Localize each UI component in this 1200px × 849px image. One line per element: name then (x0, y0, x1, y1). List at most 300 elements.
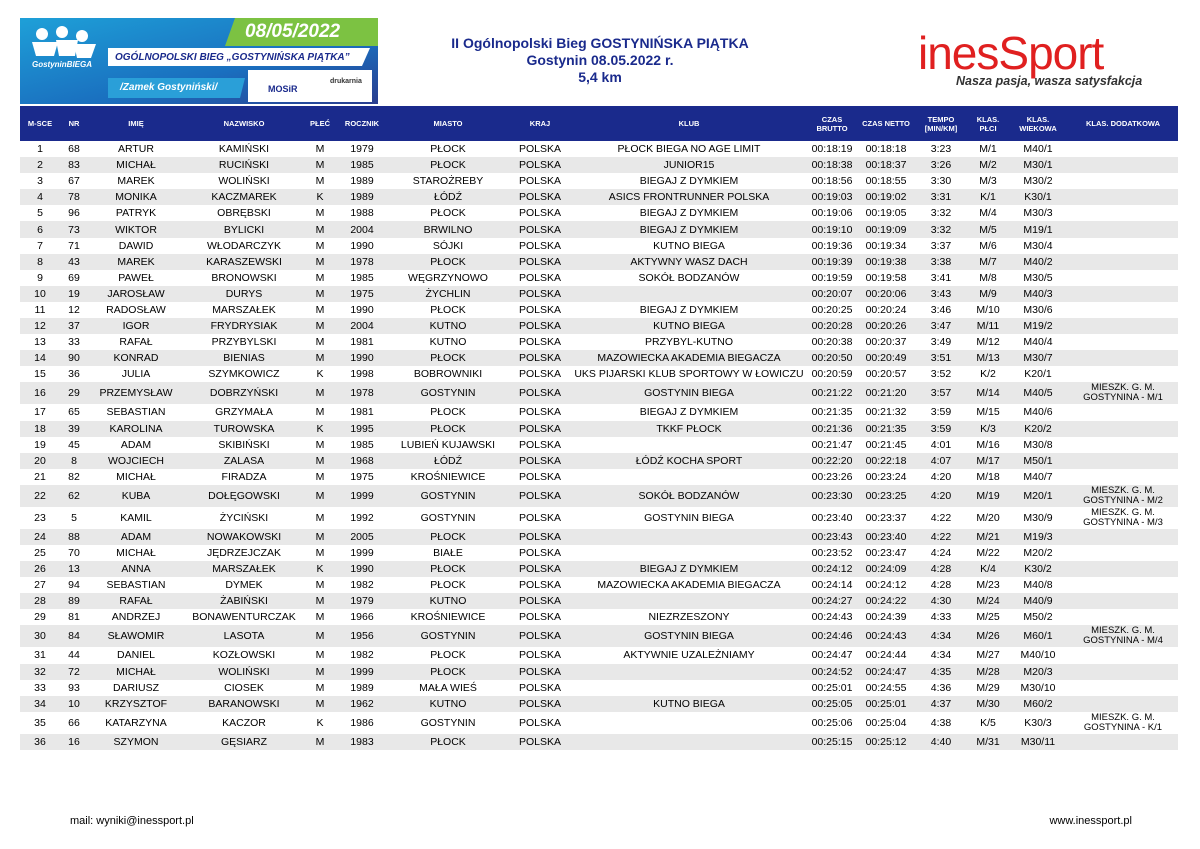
table-cell: 5 (71, 511, 77, 524)
table-cell: ŁÓDŹ KOCHA SPORT (635, 454, 743, 467)
table-cell: K (316, 368, 324, 381)
table-cell: 1981 (350, 336, 374, 349)
table-cell: M (315, 630, 325, 643)
table-cell: POLSKA (518, 207, 562, 220)
table-cell: BRONOWSKI (211, 271, 277, 284)
table-cell: SZYMKOWICZ (208, 368, 280, 381)
table-cell: M (315, 287, 325, 300)
table-cell: 88 (68, 530, 80, 543)
table-cell: M (315, 579, 325, 592)
table-cell: 00:23:47 (865, 547, 907, 560)
table-cell: 3:49 (930, 336, 952, 349)
table-cell: POLSKA (518, 470, 562, 483)
table-cell: 00:20:37 (865, 336, 907, 349)
table-cell: 00:21:22 (811, 387, 853, 400)
table-cell: 00:20:25 (811, 303, 853, 316)
table-cell: GOSTYNIN (420, 716, 476, 729)
table-cell: M50/2 (1023, 611, 1053, 624)
table-cell: K30/2 (1024, 563, 1052, 576)
table-cell: POLSKA (518, 630, 562, 643)
table-cell: 00:20:57 (865, 368, 907, 381)
table-cell: 94 (68, 579, 80, 592)
table-cell: POLSKA (518, 665, 562, 678)
table-cell: 00:24:52 (811, 665, 853, 678)
table-cell: 00:18:19 (811, 143, 853, 156)
table-cell: 1986 (350, 716, 374, 729)
table-cell: K (316, 716, 324, 729)
table-cell: 00:25:06 (811, 716, 853, 729)
table-cell: M30/9 (1023, 511, 1053, 524)
table-cell (1068, 157, 1178, 173)
results-header-row (20, 106, 1178, 141)
table-cell: 00:19:36 (811, 239, 853, 252)
table-cell: 4:30 (930, 595, 952, 608)
table-cell (1068, 453, 1178, 469)
table-cell: SKIBIŃSKI (218, 438, 270, 451)
table-cell: 4:07 (930, 454, 952, 467)
table-cell: 13 (68, 563, 80, 576)
table-cell: M30/5 (1023, 271, 1053, 284)
table-cell: BIEGAJ Z DYMKIEM (639, 303, 739, 316)
table-cell: M/22 (976, 547, 1000, 560)
table-cell: 4 (37, 191, 43, 204)
table-cell (1068, 238, 1178, 254)
table-cell: MIESZK. G. M. GOSTYNINA - M/3 (1083, 506, 1163, 528)
table-cell: 3:57 (930, 387, 952, 400)
table-cell: 4:33 (930, 611, 952, 624)
table-cell (1068, 421, 1178, 437)
table-cell: 78 (68, 191, 80, 204)
table-cell: M20/3 (1023, 665, 1053, 678)
table-cell: 00:19:05 (865, 207, 907, 220)
table-cell: 28 (34, 595, 46, 608)
table-cell (1068, 647, 1178, 663)
table-cell: M (315, 143, 325, 156)
table-cell (1068, 334, 1178, 350)
table-row (20, 205, 1178, 221)
table-row (20, 485, 1178, 507)
table-cell: 35 (34, 716, 46, 729)
table-cell: 00:25:01 (811, 681, 853, 694)
column-header: PŁEĆ (309, 119, 330, 128)
table-cell: 1968 (350, 454, 374, 467)
table-cell: 00:20:38 (811, 336, 853, 349)
column-header: M-SCE (27, 119, 53, 128)
table-cell: MAZOWIECKA AKADEMIA BIEGACZA (597, 579, 781, 592)
inessport-brand: inesSport (918, 27, 1104, 79)
table-cell: SŁAWOMIR (107, 630, 165, 643)
table-cell: PŁOCK (430, 352, 466, 365)
table-cell: 27 (34, 579, 46, 592)
table-cell: 82 (68, 470, 80, 483)
table-cell: 4:22 (930, 511, 952, 524)
table-cell: POLSKA (518, 287, 562, 300)
table-cell: M (315, 175, 325, 188)
table-cell: 00:22:20 (811, 454, 853, 467)
table-cell: 30 (34, 630, 46, 643)
table-cell: M40/8 (1023, 579, 1053, 592)
table-cell: 45 (68, 438, 80, 451)
table-cell: POLSKA (518, 530, 562, 543)
table-cell: 83 (68, 159, 80, 172)
table-cell: JAROSŁAW (107, 287, 165, 300)
table-cell: 1999 (350, 489, 374, 502)
table-cell: 00:19:59 (811, 271, 853, 284)
page-title-block (385, 35, 815, 86)
table-cell: 1990 (350, 239, 374, 252)
table-cell (1068, 270, 1178, 286)
table-cell: M/13 (976, 352, 1000, 365)
table-cell: AKTYWNY WASZ DACH (630, 255, 748, 268)
banner-logo-text: GostyninBIEGA (32, 60, 93, 69)
table-cell: 1990 (350, 352, 374, 365)
column-header: KRAJ (529, 119, 551, 128)
table-row (20, 270, 1178, 286)
table-row (20, 173, 1178, 189)
table-cell: M/24 (976, 595, 1000, 608)
table-cell: 4:34 (930, 630, 952, 643)
table-cell: POLSKA (518, 681, 562, 694)
table-cell: 00:21:36 (811, 422, 853, 435)
banner-venue: /Zamek Gostyniński/ (120, 82, 218, 93)
table-row (20, 437, 1178, 453)
table-cell: BIEGAJ Z DYMKIEM (639, 406, 739, 419)
table-cell: MARSZAŁEK (212, 563, 276, 576)
table-cell: 00:19:58 (865, 271, 907, 284)
table-cell: KUTNO (429, 595, 467, 608)
table-cell: GOSTYNIN (420, 387, 476, 400)
table-cell: M (315, 159, 325, 172)
table-cell: M (315, 681, 325, 694)
table-cell: 4:36 (930, 681, 952, 694)
table-row (20, 664, 1178, 680)
table-cell: BIEGAJ Z DYMKIEM (639, 223, 739, 236)
table-cell: 1966 (350, 611, 374, 624)
table-cell: 33 (34, 681, 46, 694)
table-cell: POLSKA (518, 303, 562, 316)
table-cell: KUTNO BIEGA (653, 320, 725, 333)
table-cell: 5 (37, 207, 43, 220)
table-cell: 73 (68, 223, 80, 236)
table-cell: 3:26 (930, 159, 952, 172)
table-cell: 9 (37, 271, 43, 284)
table-cell: M60/2 (1023, 697, 1053, 710)
table-cell: MIESZK. G. M. GOSTYNINA - M/1 (1083, 382, 1163, 404)
table-row (20, 529, 1178, 545)
table-cell: M40/4 (1023, 336, 1053, 349)
table-cell: K30/3 (1024, 716, 1052, 729)
column-header: ROCZNIK (344, 119, 380, 128)
table-cell: 33 (68, 336, 80, 349)
table-cell (572, 529, 806, 545)
table-row (20, 302, 1178, 318)
table-cell: POLSKA (518, 579, 562, 592)
table-cell: 00:19:03 (811, 191, 853, 204)
table-cell: M (315, 611, 325, 624)
table-cell: 00:22:18 (865, 454, 907, 467)
table-cell: POLSKA (518, 175, 562, 188)
table-cell: M (315, 735, 325, 748)
table-cell: POLSKA (518, 406, 562, 419)
table-cell: MIESZK. G. M. GOSTYNINA - K/1 (1083, 711, 1163, 733)
table-cell: 18 (34, 422, 46, 435)
table-cell: KACZOR (222, 716, 266, 729)
table-cell: KACZMAREK (211, 191, 277, 204)
table-cell: 29 (68, 387, 80, 400)
table-cell: M (315, 595, 325, 608)
table-cell: MAZOWIECKA AKADEMIA BIEGACZA (597, 352, 781, 365)
table-cell: 10 (68, 697, 80, 710)
table-cell: POLSKA (518, 239, 562, 252)
table-cell: M (315, 697, 325, 710)
table-cell: PRZYBYLSKI (211, 336, 277, 349)
table-cell: MIESZK. G. M. GOSTYNINA - M/2 (1083, 484, 1163, 506)
table-cell: PRZEMYSŁAW (99, 387, 173, 400)
table-cell: M/17 (976, 454, 1000, 467)
table-cell: 00:24:47 (865, 665, 907, 678)
table-cell: PAWEŁ (118, 271, 154, 284)
table-cell: 43 (68, 255, 80, 268)
table-cell: TUROWSKA (213, 422, 275, 435)
column-header: KLAS. PŁCI (976, 114, 1000, 133)
table-cell: M/9 (979, 287, 997, 300)
table-cell: M/15 (976, 406, 1000, 419)
table-row (20, 238, 1178, 254)
table-cell: M/8 (979, 271, 997, 284)
table-cell: 1981 (350, 406, 374, 419)
table-cell: 00:20:26 (865, 320, 907, 333)
table-cell (1068, 318, 1178, 334)
column-header: KLAS. DODATKOWA (1085, 119, 1161, 128)
table-cell: 62 (68, 489, 80, 502)
table-cell (572, 664, 806, 680)
table-cell: 00:25:15 (811, 735, 853, 748)
table-cell: 81 (68, 611, 80, 624)
table-cell: UKS PIJARSKI KLUB SPORTOWY W ŁOWICZU (574, 368, 804, 381)
table-cell: 21 (34, 470, 46, 483)
table-cell: POLSKA (518, 611, 562, 624)
table-cell: PŁOCK (430, 143, 466, 156)
table-cell: MICHAŁ (116, 547, 156, 560)
table-cell: NOWAKOWSKI (206, 530, 282, 543)
table-cell: 00:24:55 (865, 681, 907, 694)
table-cell: SEBASTIAN (106, 579, 166, 592)
table-cell: GRZYMAŁA (215, 406, 273, 419)
table-cell: 1989 (350, 191, 374, 204)
table-cell: 1978 (350, 255, 374, 268)
table-cell: 00:24:14 (811, 579, 853, 592)
table-cell: K/4 (980, 563, 996, 576)
table-cell: PŁOCK (430, 649, 466, 662)
table-cell: 00:24:09 (865, 563, 907, 576)
table-cell: M/5 (979, 223, 997, 236)
table-cell: MIESZK. G. M. GOSTYNINA - M/4 (1083, 625, 1163, 647)
table-cell: POLSKA (518, 255, 562, 268)
table-cell: GĘSIARZ (220, 735, 268, 748)
table-cell: 1995 (350, 422, 374, 435)
table-cell: 1989 (350, 681, 374, 694)
column-header: KLAS. WIEKOWA (1019, 114, 1057, 133)
table-cell: PŁOCK (430, 303, 466, 316)
banner-event-line: OGÓLNOPOLSKI BIEG „GOSTYNIŃSKA PIĄTKA” (115, 52, 350, 63)
table-cell: M (315, 530, 325, 543)
table-cell: M40/2 (1023, 255, 1053, 268)
table-cell: M/7 (979, 255, 997, 268)
table-cell (1068, 254, 1178, 270)
table-cell: M30/7 (1023, 352, 1053, 365)
table-cell: LUBIEŃ KUJAWSKI (400, 438, 496, 451)
table-cell: PŁOCK (430, 255, 466, 268)
table-cell: 37 (68, 320, 80, 333)
table-cell: RADOSŁAW (106, 303, 166, 316)
table-cell: 17 (34, 406, 46, 419)
table-cell: PŁOCK (430, 422, 466, 435)
table-cell: M (315, 336, 325, 349)
table-cell (1068, 404, 1178, 420)
table-cell: 3:32 (930, 223, 952, 236)
table-cell: SOKÓŁ BODZANÓW (638, 489, 740, 502)
table-row (20, 647, 1178, 663)
table-row (20, 712, 1178, 734)
table-cell: 00:24:47 (811, 649, 853, 662)
table-cell: 96 (68, 207, 80, 220)
table-cell: 12 (34, 320, 46, 333)
table-cell: 00:24:44 (865, 649, 907, 662)
table-cell: POLSKA (518, 595, 562, 608)
table-row (20, 593, 1178, 609)
table-cell: 1990 (350, 303, 374, 316)
table-cell: 2004 (350, 320, 374, 333)
table-cell: 00:23:40 (865, 530, 907, 543)
table-cell: GOSTYNIN (420, 511, 476, 524)
table-cell: 00:18:18 (865, 143, 907, 156)
table-cell: KUTNO BIEGA (653, 239, 725, 252)
table-cell: K20/1 (1024, 368, 1052, 381)
table-cell: M/4 (979, 207, 997, 220)
table-cell: M (315, 223, 325, 236)
table-cell: 4:01 (930, 438, 952, 451)
table-cell: K20/2 (1024, 422, 1052, 435)
table-cell: 16 (68, 735, 80, 748)
table-cell (1068, 734, 1178, 750)
table-cell: M30/11 (1020, 735, 1056, 748)
table-cell (1068, 173, 1178, 189)
table-cell: 4:28 (930, 579, 952, 592)
table-cell: 34 (34, 697, 46, 710)
table-cell: ŻYCHLIN (425, 287, 471, 300)
table-cell: M/28 (976, 665, 1000, 678)
table-cell: DANIEL (117, 649, 155, 662)
table-cell: M (315, 511, 325, 524)
table-cell: 65 (68, 406, 80, 419)
table-cell: WOJCIECH (108, 454, 164, 467)
table-cell: GOSTYNIN BIEGA (644, 387, 734, 400)
table-cell (572, 545, 806, 561)
table-cell: 00:19:09 (865, 223, 907, 236)
table-cell: POLSKA (518, 271, 562, 284)
table-cell: 22 (34, 489, 46, 502)
table-cell: KUTNO (429, 320, 467, 333)
table-cell: PŁOCK (430, 579, 466, 592)
table-cell: DOŁĘGOWSKI (208, 489, 280, 502)
table-row (20, 286, 1178, 302)
table-cell (1068, 141, 1178, 157)
table-cell: POLSKA (518, 422, 562, 435)
table-cell: GOSTYNIN BIEGA (644, 630, 734, 643)
table-cell: POLSKA (518, 336, 562, 349)
banner-sponsor-mosir: MOSiR (268, 84, 298, 94)
page-subtitle-distance: 5,4 km (578, 69, 622, 85)
banner-date: 08/05/2022 (245, 21, 341, 42)
table-cell: KATARZYNA (105, 716, 167, 729)
table-cell: 4:24 (930, 547, 952, 560)
table-cell: 1956 (350, 630, 374, 643)
table-cell: M40/10 (1020, 649, 1056, 662)
table-row (20, 609, 1178, 625)
table-cell: M40/3 (1023, 287, 1053, 300)
table-cell: 2 (37, 159, 43, 172)
table-cell: DARIUSZ (112, 681, 160, 694)
column-header: IMIĘ (128, 119, 144, 128)
table-cell: 00:23:30 (811, 489, 853, 502)
table-row (20, 366, 1178, 382)
table-cell: MICHAŁ (116, 159, 156, 172)
table-cell: 00:24:12 (865, 579, 907, 592)
column-header: KLUB (678, 119, 700, 128)
table-cell (1068, 437, 1178, 453)
table-cell: 90 (68, 352, 80, 365)
table-cell (1068, 664, 1178, 680)
table-cell: 1962 (350, 697, 374, 710)
table-cell: PŁOCK (430, 530, 466, 543)
table-cell: M (315, 303, 325, 316)
table-cell: RAFAŁ (119, 336, 153, 349)
table-cell: TKKF PŁOCK (656, 422, 722, 435)
table-cell: DAWID (118, 239, 154, 252)
table-cell: STAROŻREBY (412, 175, 484, 188)
table-cell: M/14 (976, 387, 1000, 400)
table-cell: SÓJKI (432, 239, 464, 252)
column-header: CZAS BRUTTO (816, 114, 848, 133)
table-cell: M19/2 (1023, 320, 1053, 333)
table-cell: 8 (71, 454, 77, 467)
table-cell (572, 469, 806, 485)
table-cell: 2005 (350, 530, 374, 543)
table-cell: 3:52 (930, 368, 952, 381)
table-row (20, 696, 1178, 712)
table-cell: 24 (34, 530, 46, 543)
table-cell (1068, 286, 1178, 302)
table-cell (1068, 350, 1178, 366)
table-cell (1068, 593, 1178, 609)
table-cell: 00:23:25 (865, 489, 907, 502)
table-cell: 00:20:49 (865, 352, 907, 365)
table-cell: POLSKA (518, 454, 562, 467)
table-cell (1068, 577, 1178, 593)
table-cell: 72 (68, 665, 80, 678)
table-cell: 1989 (350, 175, 374, 188)
table-cell: MAŁA WIEŚ (419, 681, 477, 694)
table-cell: ŻYCIŃSKI (219, 511, 269, 524)
table-cell: M (315, 239, 325, 252)
table-cell: 89 (68, 595, 80, 608)
table-cell: KROŚNIEWICE (410, 611, 486, 624)
table-cell: 00:21:35 (865, 422, 907, 435)
table-cell: PŁOCK (430, 735, 466, 748)
table-cell: 00:25:04 (865, 716, 907, 729)
table-cell: M (315, 406, 325, 419)
table-row (20, 318, 1178, 334)
